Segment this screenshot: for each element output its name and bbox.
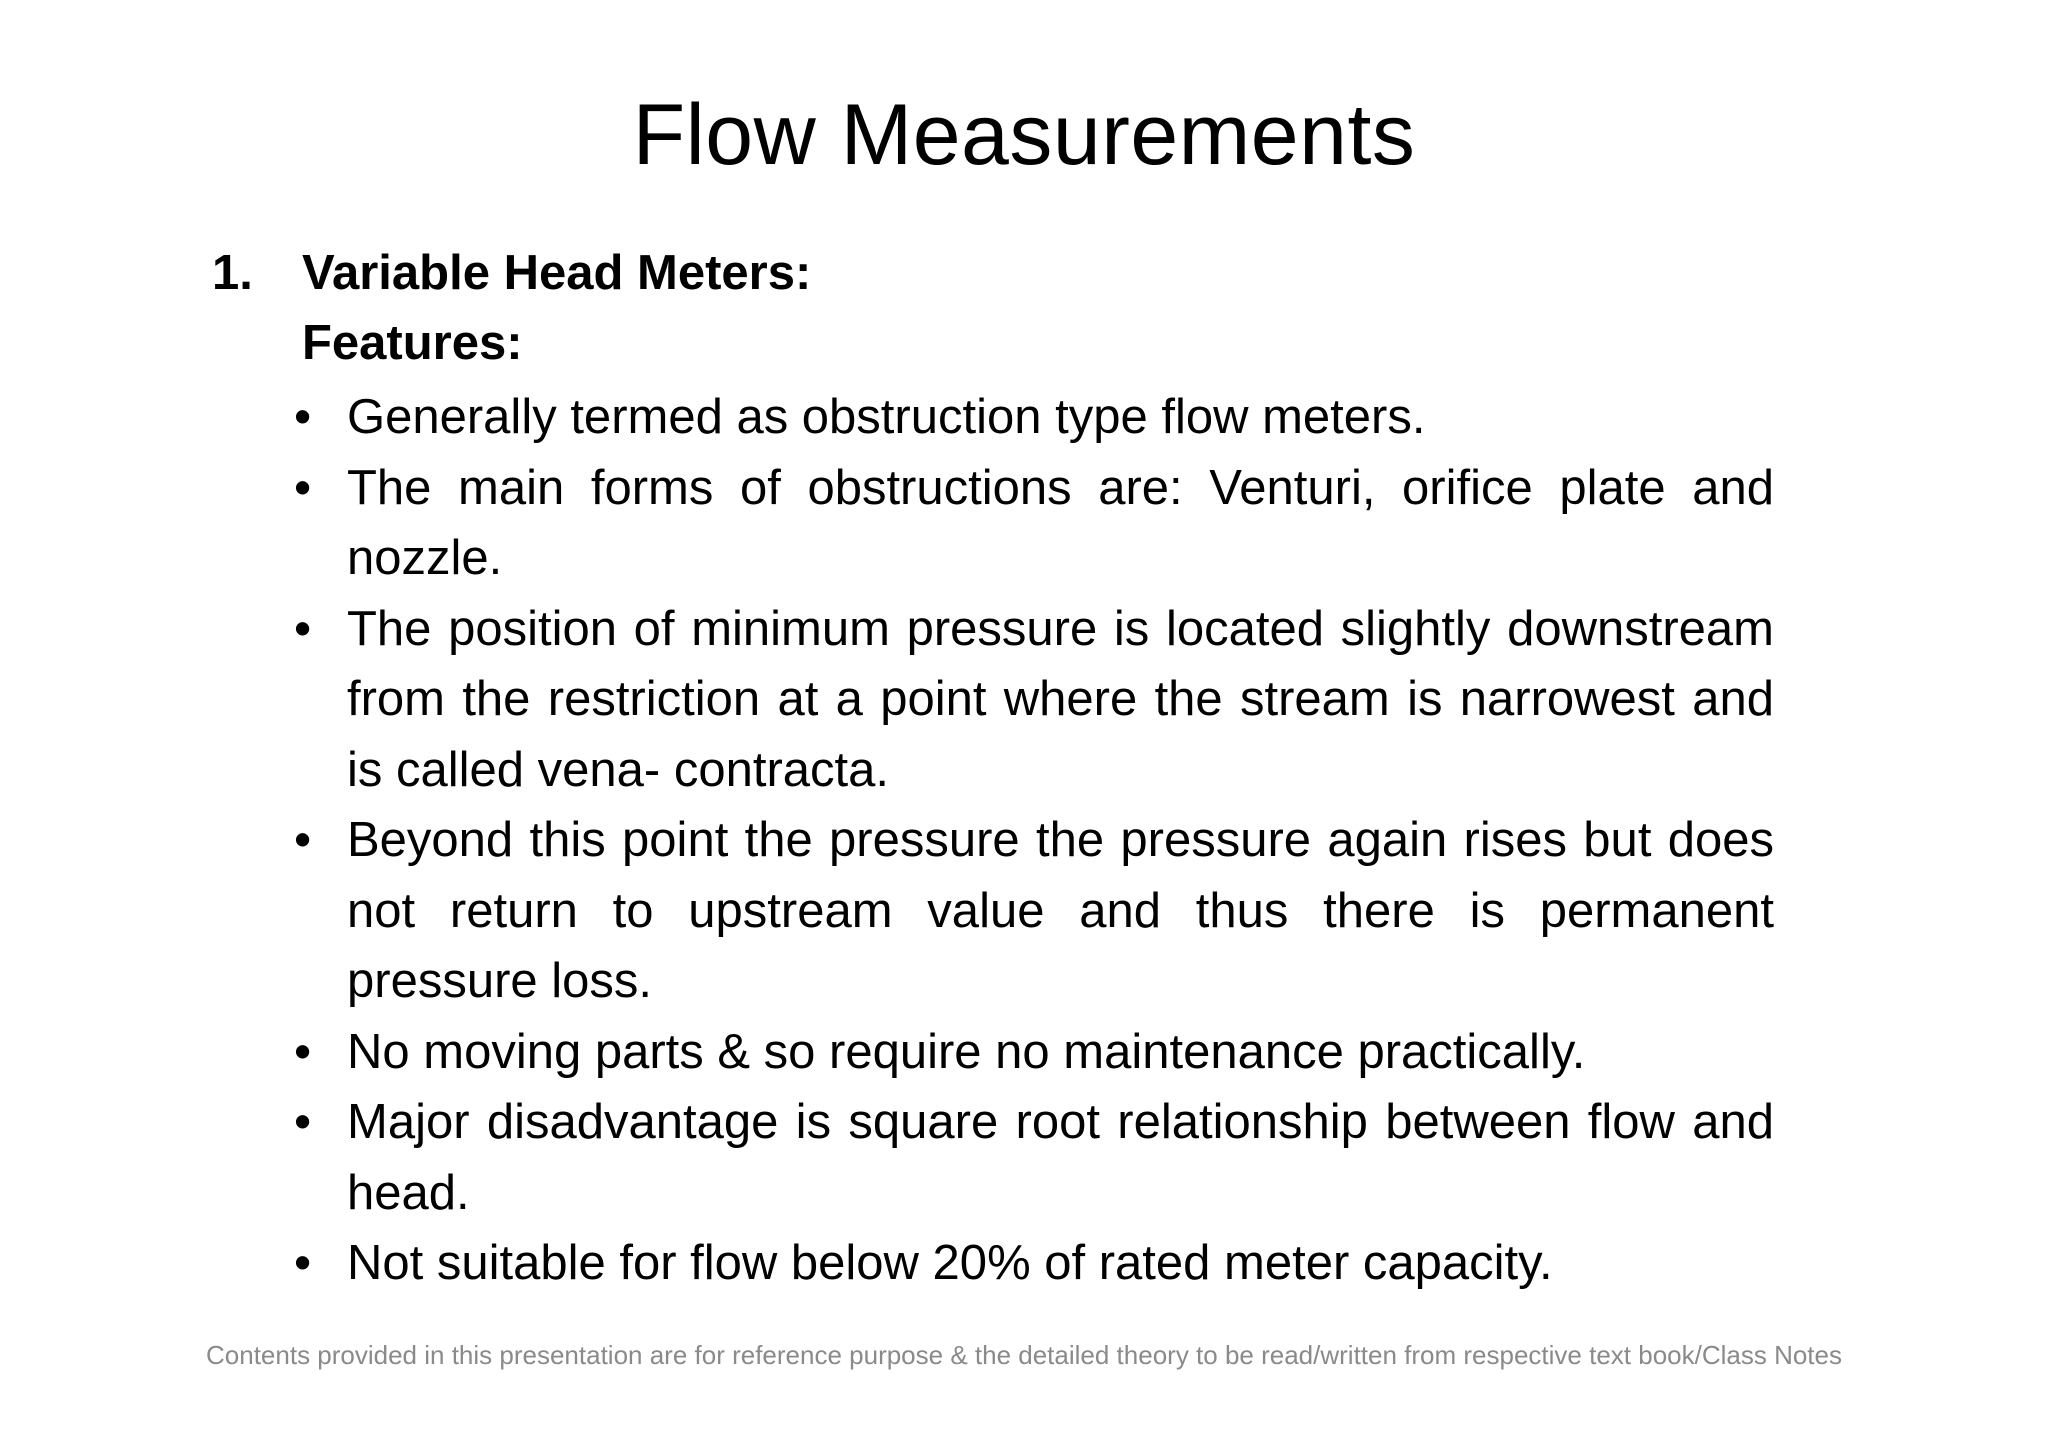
bullet-icon: • — [294, 1024, 312, 1079]
list-item — [294, 805, 1774, 1017]
features-subheading: Features: — [302, 316, 523, 370]
bullet-icon: • — [294, 1236, 312, 1290]
slide-title: Flow Measurements — [632, 87, 1416, 183]
bullet-icon: • — [294, 601, 312, 656]
bullet-icon: • — [294, 460, 312, 515]
section-variable-head-meters — [212, 238, 1792, 1299]
bullet-text: The main forms of obstructions are: Venturi, orifice plate and nozzle. — [347, 460, 1774, 585]
features-list — [294, 382, 1774, 1299]
list-item — [294, 453, 1774, 594]
section-number: 1. — [212, 246, 253, 300]
bullet-text: Beyond this point the pressure the pressure again rises but does not return to upstream value and thus there is permanent pressure loss. — [347, 813, 1774, 1008]
bullet-icon: • — [294, 390, 312, 444]
bullet-text: Generally termed as obstruction type flow meters. — [347, 390, 1426, 444]
bullet-text: The position of minimum pressure is located slightly downstream from the restriction at a point where the stream is narrowest and is called vena- contracta. — [347, 601, 1774, 797]
bullet-text: No moving parts & so require no maintenance practically. — [347, 1024, 1586, 1079]
list-item — [294, 1228, 1774, 1299]
list-item — [294, 382, 1774, 453]
section-heading — [212, 238, 1792, 308]
list-item — [294, 594, 1774, 806]
list-item — [294, 1017, 1774, 1088]
bullet-text: Not suitable for flow below 20% of rated meter capacity. — [347, 1236, 1553, 1290]
bullet-icon: • — [294, 813, 312, 867]
bullet-text: Major disadvantage is square root relationship between flow and head. — [347, 1095, 1774, 1220]
footer-disclaimer: Contents provided in this presentation are for reference purpose & the detailed theory to be read/written from respective text book/Class Notes — [206, 1340, 1842, 1370]
list-item — [294, 1087, 1774, 1228]
section-heading-text: Variable Head Meters: — [302, 246, 812, 300]
bullet-icon: • — [294, 1095, 312, 1149]
